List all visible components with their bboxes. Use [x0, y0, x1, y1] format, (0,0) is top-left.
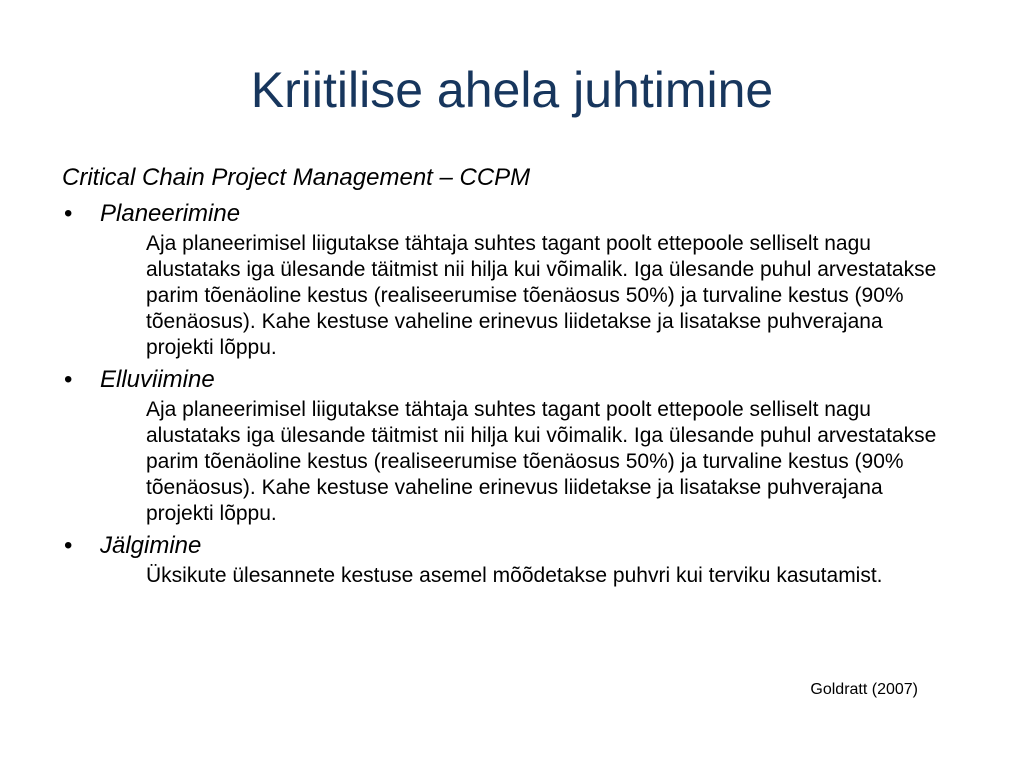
bullet-heading: Jälgimine	[100, 532, 202, 559]
section-paragraph: Aja planeerimisel liigutakse tähtaja suhtes tagant poolt ettepoole selliselt nagu alustataks iga ülesande täitmist nii hilja kui võimalik. Iga ülesande puhul arvestatakse parim tõenäoline kestus (realiseerumise tõenäosus 50%) ja turvaline kestus (90% tõenäosus). Kahe kestuse vaheline erinevus liidetakse ja lisatakse puhverajana projekti lõppu.	[146, 232, 937, 359]
slide-title: Kriitilise ahela juhtimine	[250, 62, 774, 118]
bullet-icon: •	[64, 200, 73, 227]
bullet-elluviimine	[62, 363, 962, 397]
bullet-heading: Elluviimine	[100, 366, 215, 393]
bullet-icon: •	[64, 366, 73, 393]
citation: Goldratt (2007)	[810, 681, 918, 698]
bullet-heading: Planeerimine	[100, 200, 241, 227]
bullet-jalgimine	[62, 529, 962, 563]
bullet-planeerimine	[62, 197, 962, 231]
section-paragraph: Aja planeerimisel liigutakse tähtaja suhtes tagant poolt ettepoole selliselt nagu alustataks iga ülesande täitmist nii hilja kui võimalik. Iga ülesande puhul arvestatakse parim tõenäoline kestus (realiseerumise tõenäosus 50%) ja turvaline kestus (90% tõenäosus). Kahe kestuse vaheline erinevus liidetakse ja lisatakse puhverajana projekti lõppu.	[146, 398, 937, 525]
slide-body	[62, 161, 962, 591]
slide-subtitle: Critical Chain Project Management – CCPM	[62, 164, 531, 191]
bullet-icon: •	[64, 532, 73, 559]
section-paragraph: Üksikute ülesannete kestuse asemel mõõdetakse puhvri kui terviku kasutamist.	[146, 564, 883, 587]
